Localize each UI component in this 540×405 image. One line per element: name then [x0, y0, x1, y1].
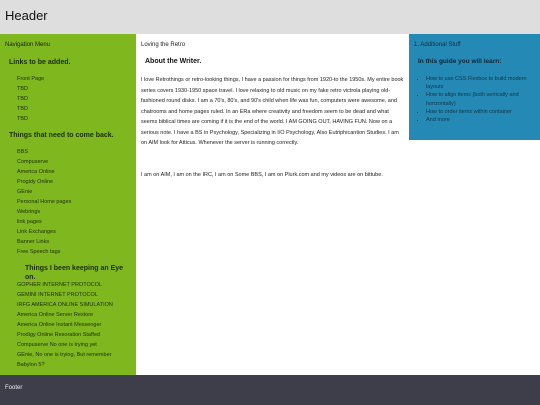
footer-label: Footer	[5, 385, 23, 391]
main-content	[136, 34, 409, 375]
nav-section-heading: Links to be added.	[9, 59, 71, 66]
nav-link-babylon-5[interactable]: Babylon 5?	[17, 362, 45, 368]
nav-link-genie[interactable]: GEnie	[17, 189, 33, 195]
nav-section-heading: Things that need to come back.	[9, 132, 114, 139]
article-paragraph: I am on AIM, I am on the IRC, I am on Some BBS, I am on Plurk.com and my videos are on bittube.	[141, 172, 383, 178]
nav-link-bbs[interactable]: BBS	[17, 149, 29, 155]
nav-link-free-speech-tags[interactable]: Free Speech tags	[17, 249, 61, 255]
nav-link-tbd[interactable]: TBD	[17, 96, 28, 102]
aside-title: 1. Additional Stuff	[414, 42, 461, 48]
header-title: Header	[5, 8, 48, 23]
nav-link-tbd[interactable]: TBD	[17, 86, 28, 92]
nav-link-webrings[interactable]: Webrings	[17, 209, 41, 215]
nav-link-front-page[interactable]: Front Page	[17, 76, 45, 82]
nav-section-heading: Things I been keeping an Eye on.	[25, 265, 124, 281]
nav-link-genie-status[interactable]: GEnie, No one is trying, But remember	[17, 352, 112, 358]
nav-link-compuserve-status[interactable]: Compuserve No one is trying yet	[17, 342, 97, 348]
nav-link-aol-server-restore[interactable]: America Online Server Restore	[17, 312, 94, 318]
nav-link-gopher[interactable]: GOPHER INTERNET PROTOCOL	[17, 282, 103, 288]
nav-link-link-pages[interactable]: link pages	[17, 219, 42, 225]
nav-link-progidy-online[interactable]: Progidy Online	[17, 179, 54, 185]
nav-link-irfg-aol-simulation[interactable]: IRFG AMERICA ONLINE SIMULATION	[17, 302, 113, 308]
main-title: Loving the Retro	[141, 42, 186, 48]
sidebar-aside	[409, 34, 540, 140]
nav-link-tbd[interactable]: TBD	[17, 106, 28, 112]
nav-link-gemini[interactable]: GEMINI INTERNET PROTOCOL	[17, 292, 98, 298]
nav-link-compuserve[interactable]: Compuserve	[17, 159, 49, 165]
nav-link-link-exchanges[interactable]: Link Exchanges	[17, 229, 56, 235]
article-heading: About the Writer.	[145, 58, 202, 65]
nav-link-prodigy-restoration[interactable]: Prodigy Online Resoration Staffed	[17, 332, 101, 338]
aside-heading: In this guide you will learn:	[418, 58, 502, 65]
aside-list-item: • And more	[426, 116, 536, 124]
article-paragraph: I love Retrothings or retro-looking things, I have a passion for things from 1920-to the 1950s. My entire book series covers 1930-1950 space travel. I love relaxing to old music on my fake retro victrola playing old-fashioned round disks. I am a 70's, 80's, and 90's child when life was fun, computers were awesome, and chatrooms and home pages ruled. In an ERa where creativity and freedom seem to be dead and what seems biblical times are coming if it is the end of the world. I AM GOING OUT, HAVING FUN. Now on a serious note. I have a BS in Psychology, Specializing in I/O Psychology, Also Eutriphicantion Studies. I am on AIM look for Atticus. Whenever the server is running correctly.	[141, 77, 404, 146]
nav-link-list	[17, 280, 113, 370]
nav-link-banner-links[interactable]: Banner Links	[17, 239, 50, 245]
aside-list-item: • How to align items (both vertically and horizontally)	[426, 91, 536, 107]
aside-list-item: • How to use CSS Flexbox to build modern layouts	[426, 75, 536, 91]
nav-link-personal-home-pages[interactable]: Personal Home pages	[17, 199, 72, 205]
navigation-menu	[0, 34, 136, 375]
nav-link-aol-instant-messenger[interactable]: America Online Instant Messenger	[17, 322, 102, 328]
page-footer	[0, 375, 540, 405]
nav-link-tbd[interactable]: TBD	[17, 116, 28, 122]
nav-link-list	[17, 147, 71, 257]
nav-link-america-online[interactable]: America Online	[17, 169, 55, 175]
nav-title: Navigation Menu	[5, 42, 51, 48]
aside-list	[422, 75, 536, 124]
aside-list-item: • How to order items within container	[426, 108, 536, 116]
nav-link-list	[17, 74, 44, 124]
page-header	[0, 0, 540, 34]
